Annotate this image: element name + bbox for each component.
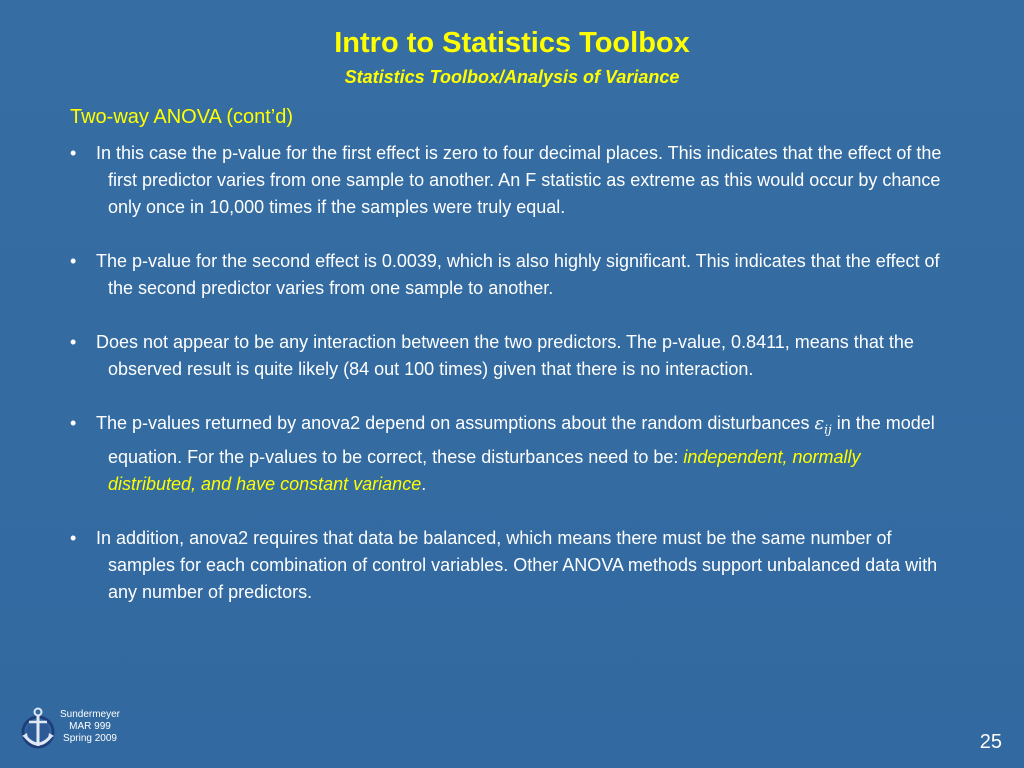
footer-author: Sundermeyer	[59, 709, 121, 720]
slide-title: Intro to Statistics Toolbox	[334, 27, 690, 59]
bullet-item-3	[70, 329, 950, 383]
bullet-text-before: The p-values returned by anova2 depend on assumptions about the random disturbances	[96, 413, 815, 433]
bullet-text: In this case the p-value for the first effect is zero to four decimal places. This indicates that the effect of the first predictor varies from one sample to another. An F statistic as extreme as this would occur by chance only once in 10,000 times if the samples were truly equal.	[96, 143, 942, 217]
bullet-item-4	[70, 410, 950, 498]
epsilon-symbol: $\varepsilon_{ij}$	[814, 413, 832, 437]
epsilon-subscript: ij	[824, 422, 832, 437]
footer-term: Spring 2009	[63, 733, 117, 744]
bullet-list	[70, 140, 950, 633]
bullet-text-after: .	[421, 473, 427, 494]
bullet-text: The p-value for the second effect is 0.0039, which is also highly significant. This indicates that the effect of the second predictor varies from one sample to another.	[96, 251, 940, 298]
bullet-text: In addition, anova2 requires that data be balanced, which means there must be the same number of samples for each combination of control variables. Other ANOVA methods support unbalanced data with any number of predictors.	[96, 527, 938, 602]
bullet-marker: •	[70, 143, 77, 163]
footer-info	[52, 709, 128, 745]
footer-course: MAR 999	[69, 721, 111, 732]
bullet-text: Does not appear to be any interaction between the two predictors. The p-value, 0.8411, means that the observed result is quite likely (84 out 100 times) given that there is no interaction.	[96, 332, 914, 379]
bullet-marker: •	[70, 413, 77, 433]
highlighted-assumptions: independent, normally distributed, and have constant variance	[108, 446, 861, 494]
bullet-marker: •	[70, 251, 77, 271]
bullet-item-1	[70, 140, 950, 221]
bullet-marker: •	[70, 332, 77, 352]
slide-subtitle: Statistics Toolbox/Analysis of Variance	[344, 67, 680, 87]
section-heading: Two-way ANOVA (cont’d)	[70, 106, 294, 128]
bullet-marker: •	[70, 527, 77, 548]
bullet-item-5	[70, 525, 950, 606]
page-number: 25	[979, 731, 1002, 753]
bullet-text-middle: in the model equation. For the p-values to be correct, these disturbances need to be:	[108, 413, 935, 467]
bullet-item-2	[70, 248, 950, 302]
